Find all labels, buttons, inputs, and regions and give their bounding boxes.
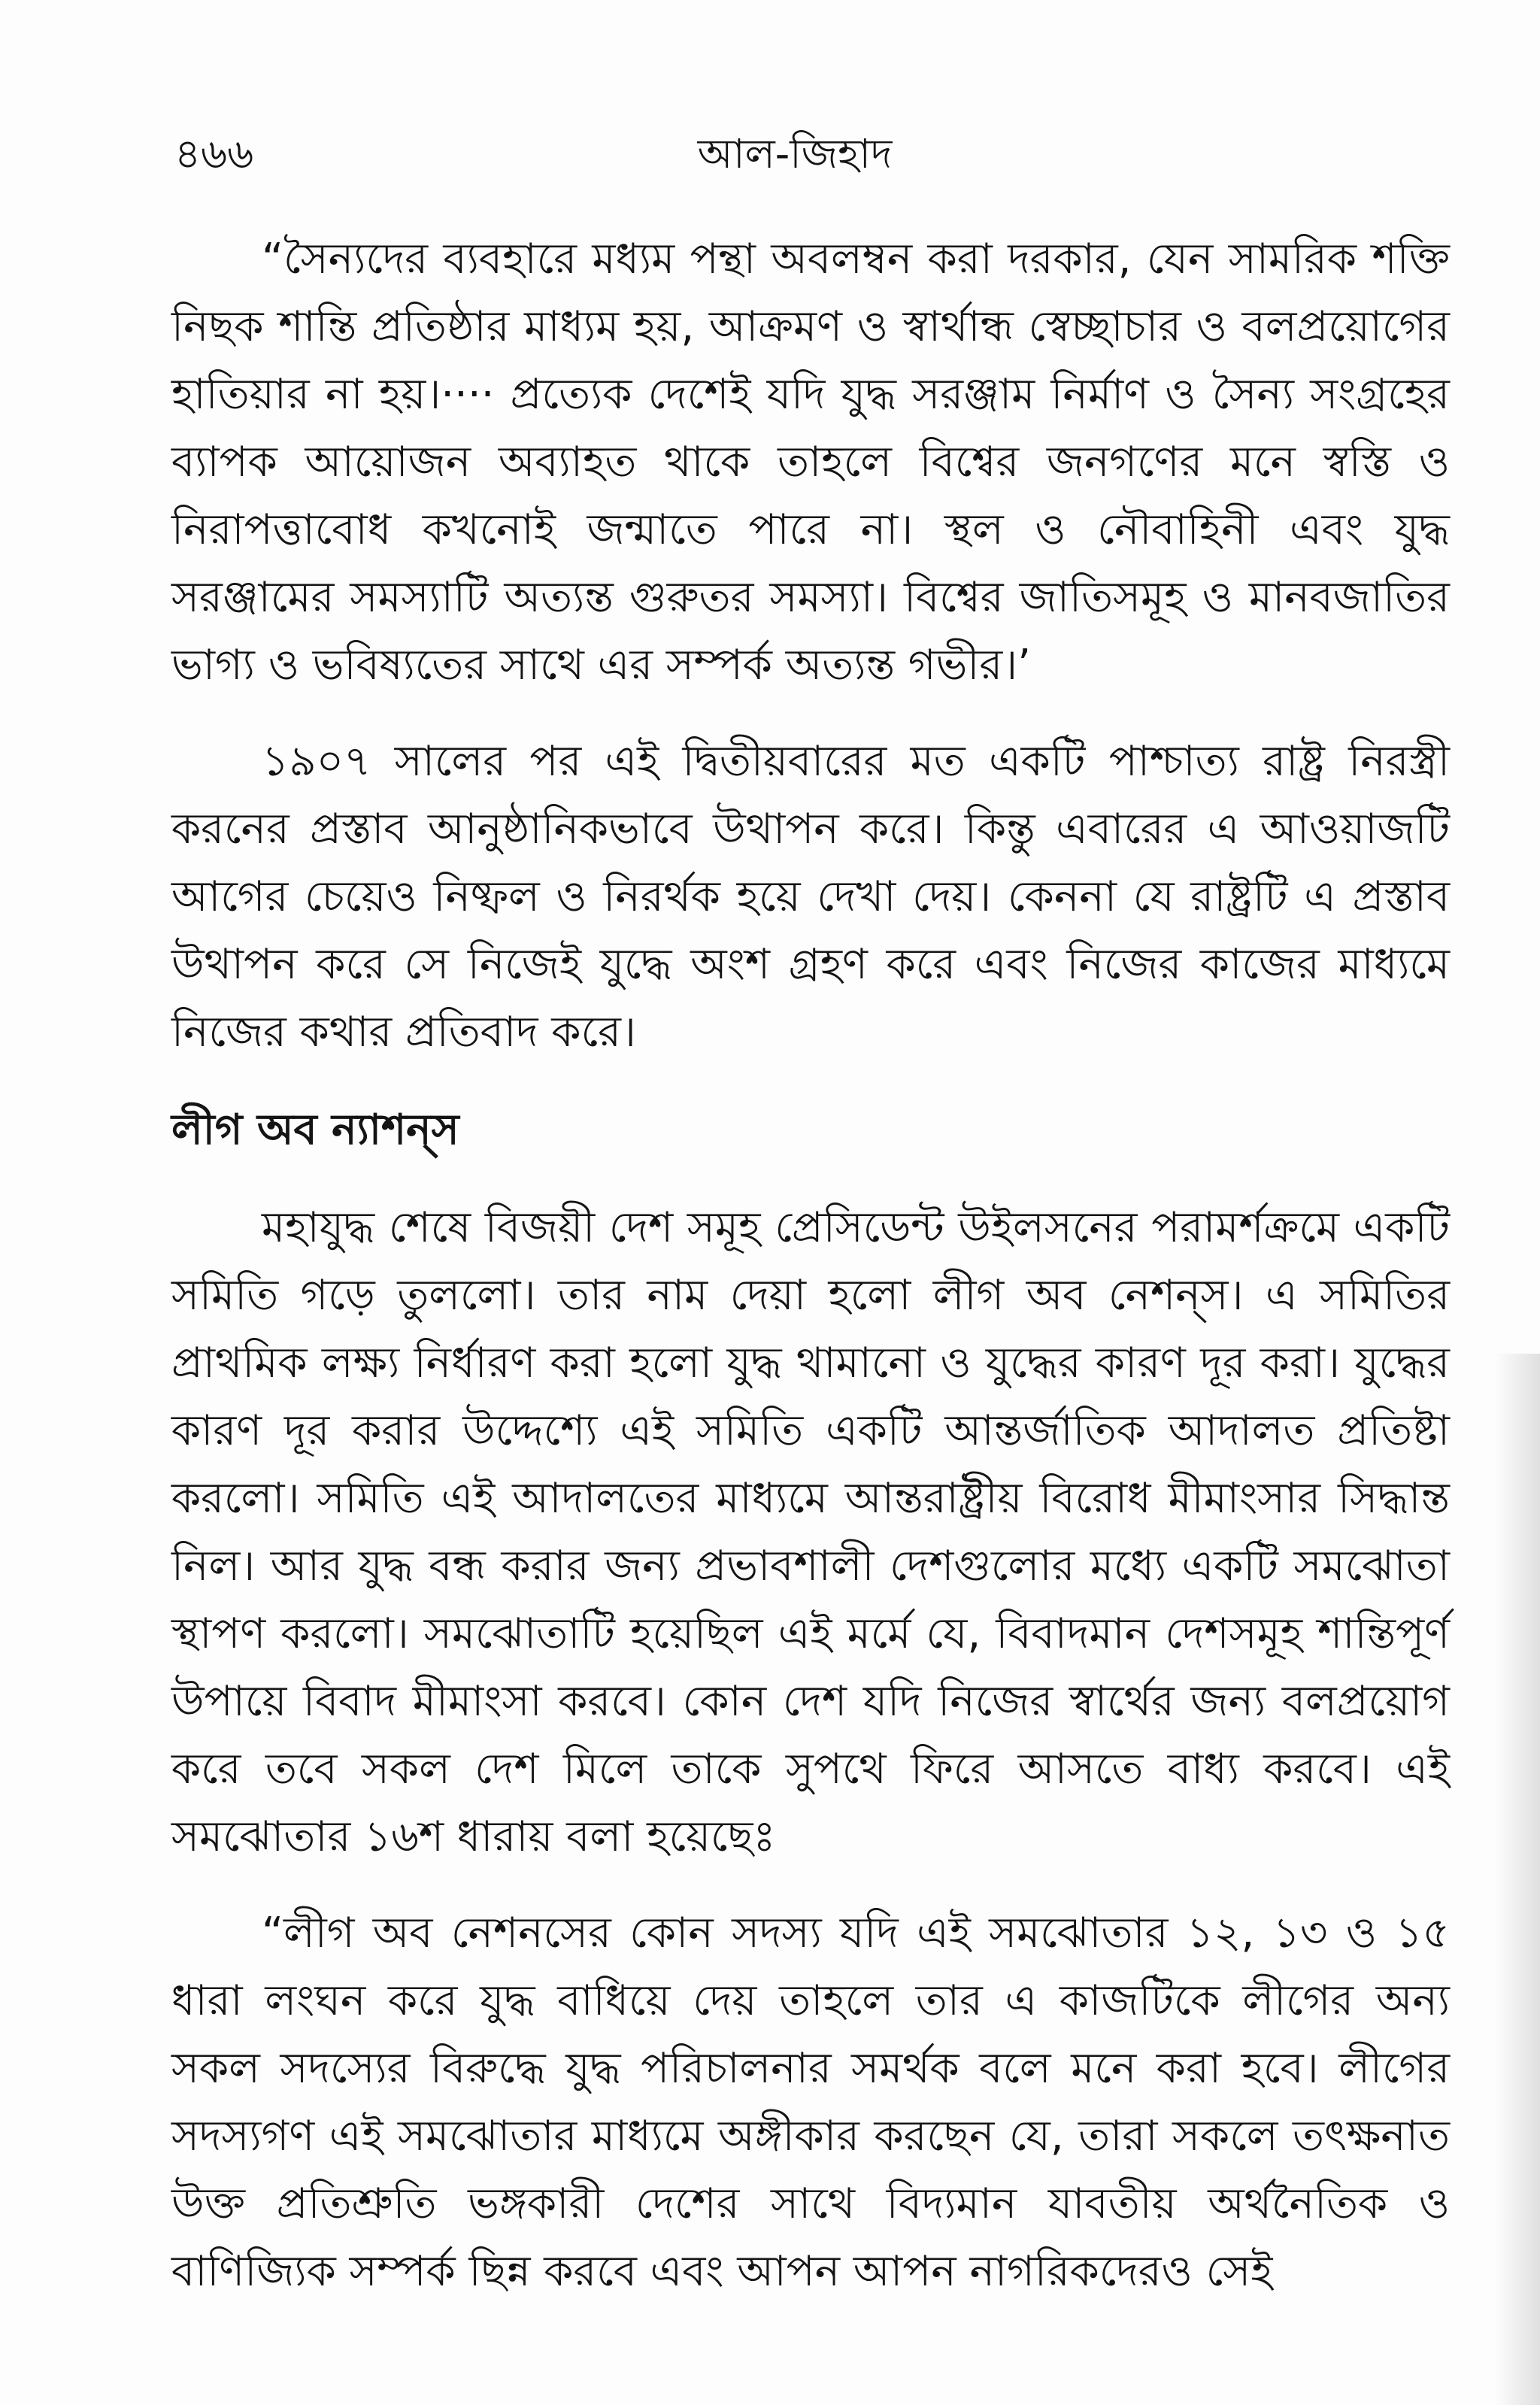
page-header (174, 128, 1415, 180)
section-heading: লীগ অব ন্যাশন্‌স (171, 1105, 459, 1154)
page-body (171, 226, 1450, 2306)
paragraph-league-of-nations: মহাযুদ্ধ শেষে বিজয়ী দেশ সমূহ প্রেসিডেন্ট উইলসনের পরামর্শক্রমে একটি সমিতি গড়ে তুললো। তার নাম দেয়া হলো লীগ অব নেশন্‌স। এ সমিতির প্রাথমিক লক্ষ্য নির্ধারণ করা হলো যুদ্ধ থামানো ও যুদ্ধের কারণ দূর করা। যুদ্ধের কারণ দূর করার উদ্দেশ্যে এই সমিতি একটি আন্তর্জাতিক আদালত প্রতিষ্টা করলো। সমিতি এই আদালতের মাধ্যমে আন্তরাষ্ট্রীয় বিরোধ মীমাংসার সিদ্ধান্ত নিল। আর যুদ্ধ বন্ধ করার জন্য প্রভাবশালী দেশগুলোর মধ্যে একটি সমঝোতা স্থাপণ করলো। সমঝোতাটি হয়েছিল এই মর্মে যে, বিবাদমান দেশসমূহ শান্তিপূর্ণ উপায়ে বিবাদ মীমাংসা করবে। কোন দেশ যদি নিজের স্বার্থের জন্য বলপ্রয়োগ করে তবে সকল দেশ মিলে তাকে সুপথে ফিরে আসতে বাধ্য করবে। এই সমঝোতার ১৬শ ধারায় বলা হয়েছেঃ (171, 1203, 1450, 1861)
paragraph-1907: ১৯০৭ সালের পর এই দ্বিতীয়বারের মত একটি পাশ্চাত্য রাষ্ট্র নিরস্ত্রী করনের প্রস্তাব আনুষ্ঠানিকভাবে উথাপন করে। কিন্তু এবারের এ আওয়াজটি আগের চেয়েও নিষ্ফল ও নিরর্থক হয়ে দেখা দেয়। কেননা যে রাষ্ট্রটি এ প্রস্তাব উথাপন করে সে নিজেই যুদ্ধে অংশ গ্রহণ করে এবং নিজের কাজের মাধ্যমে নিজের কথার প্রতিবাদ করে। (171, 737, 1450, 1057)
quote-paragraph-2: “লীগ অব নেশনসের কোন সদস্য যদি এই সমঝোতার ১২, ১৩ ও ১৫ ধারা লংঘন করে যুদ্ধ বাধিয়ে দেয় তাহলে তার এ কাজটিকে লীগের অন্য সকল সদস্যের বিরুদ্ধে যুদ্ধ পরিচালনার সমর্থক বলে মনে করা হবে। লীগের সদস্যগণ এই সমঝোতার মাধ্যমে অঙ্গীকার করছেন যে, তারা সকলে তৎক্ষনাত উক্ত প্রতিশ্রুতি ভঙ্গকারী দেশের সাথে বিদ্যমান যাবতীয় অর্থনৈতিক ও বাণিজ্যিক সম্পর্ক ছিন্ন করবে এবং আপন আপন নাগরিকদেরও সেই (171, 1909, 1450, 2296)
quote-paragraph-1: “সৈন্যদের ব্যবহারে মধ্যম পন্থা অবলম্বন করা দরকার, যেন সামরিক শক্তি নিছক শান্তি প্রতিষ্ঠার মাধ্যম হয়, আক্রমণ ও স্বার্থান্ধ স্বেচ্ছাচার ও বলপ্রয়োগের হাতিয়ার না হয়।···· প্রত্যেক দেশেই যদি যুদ্ধ সরঞ্জাম নির্মাণ ও সৈন্য সংগ্রহের ব্যাপক আয়োজন অব্যাহত থাকে তাহলে বিশ্বের জনগণের মনে স্বস্তি ও নিরাপত্তাবোধ কখনোই জন্মাতে পারে না। স্থল ও নৌবাহিনী এবং যুদ্ধ সরঞ্জামের সমস্যাটি অত্যন্ত গুরুতর সমস্যা। বিশ্বের জাতিসমূহ ও মানবজাতির ভাগ্য ও ভবিষ্যতের সাথে এর সম্পর্ক অত্যন্ত গভীর।’ (171, 235, 1450, 690)
page-edge-shadow (1495, 1354, 1540, 2405)
page-number: ৪৬৬ (174, 130, 254, 177)
running-title: আল-জিহাদ (697, 130, 893, 177)
